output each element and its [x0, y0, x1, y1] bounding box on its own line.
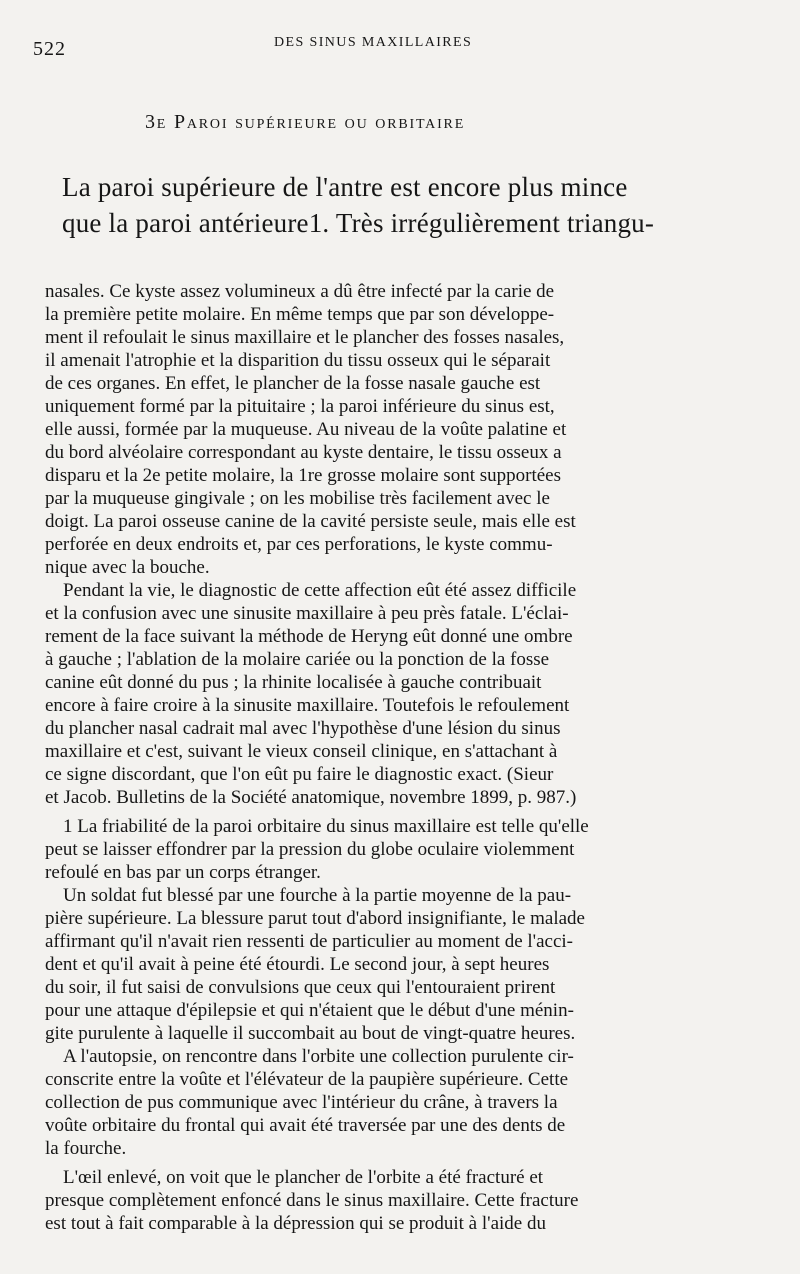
paragraph-2-line-2: et la confusion avec une sinusite maxillaire à peu près fatale. L'éclai-: [45, 603, 569, 624]
paragraph-2-line-3: rement de la face suivant la méthode de Heryng eût donné une ombre: [45, 626, 573, 647]
paragraph-1-line-4: il amenait l'atrophie et la disparition du tissu osseux qui le séparait: [45, 350, 551, 371]
section-heading-text: 3e Paroi supérieure ou orbitaire: [145, 111, 466, 133]
paragraph-1-line-13: nique avec la bouche.: [45, 557, 210, 578]
running-head: DES SINUS MAXILLAIRES: [274, 35, 473, 50]
paragraph-1-line-11: doigt. La paroi osseuse canine de la cavité persiste seule, mais elle est: [45, 511, 576, 532]
page-number: 522: [33, 38, 66, 60]
paragraph-1-line-8: du bord alvéolaire correspondant au kyste dentaire, le tissu osseux a: [45, 442, 562, 463]
paragraph-5-line-2: conscrite entre la voûte et l'élévateur de la paupière supérieure. Cette: [45, 1069, 569, 1090]
paragraph-2-line-1: Pendant la vie, le diagnostic de cette affection eût été assez difficile: [63, 580, 577, 601]
paragraph-5-line-5: la fourche.: [45, 1138, 127, 1159]
paragraph-6-line-1: L'œil enlevé, on voit que le plancher de l'orbite a été fracturé et: [63, 1167, 544, 1188]
paragraph-2-line-9: ce signe discordant, que l'on eût pu faire le diagnostic exact. (Sieur: [45, 764, 554, 785]
page-header: [33, 35, 766, 59]
paragraph-4-line-5: du soir, il fut saisi de convulsions que ceux qui l'entouraient prirent: [45, 977, 556, 998]
paragraph-4-line-2: pière supérieure. La blessure parut tout d'abord insignifiante, le malade: [45, 908, 585, 929]
paragraph-4-line-4: dent et qu'il avait à peine été étourdi. Le second jour, à sept heures: [45, 954, 550, 975]
paragraph-3-line-1: 1 La friabilité de la paroi orbitaire du sinus maxillaire est telle qu'elle: [63, 816, 589, 837]
paragraph-2-line-10: et Jacob. Bulletins de la Société anatomique, novembre 1899, p. 987.): [45, 787, 577, 808]
paragraph-2-line-7: du plancher nasal cadrait mal avec l'hypothèse d'une lésion du sinus: [45, 718, 561, 739]
paragraph-1-line-7: elle aussi, formée par la muqueuse. Au niveau de la voûte palatine et: [45, 419, 567, 440]
paragraph-5-line-1: A l'autopsie, on rencontre dans l'orbite une collection purulente cir-: [63, 1046, 574, 1067]
paragraph-1-line-10: par la muqueuse gingivale ; on les mobilise très facilement avec le: [45, 488, 550, 509]
paragraph-1-line-6: uniquement formé par la pituitaire ; la paroi inférieure du sinus est,: [45, 396, 555, 417]
paragraph-2-line-5: canine eût donné du pus ; la rhinite localisée à gauche contribuait: [45, 672, 542, 693]
paragraph-2-line-8: maxillaire et c'est, suivant le vieux conseil clinique, en s'attachant à: [45, 741, 558, 762]
paragraph-1-line-2: la première petite molaire. En même temps que par son développe-: [45, 304, 555, 325]
paragraph-1-line-1: nasales. Ce kyste assez volumineux a dû être infecté par la carie de: [45, 281, 555, 302]
paragraph-4-line-1: Un soldat fut blessé par une fourche à la partie moyenne de la pau-: [63, 885, 572, 906]
paragraph-1-line-12: perforée en deux endroits et, par ces perforations, le kyste commu-: [45, 534, 553, 555]
paragraph-4-line-3: affirmant qu'il n'avait rien ressenti de particulier au moment de l'acci-: [45, 931, 573, 952]
paragraph-4-line-6: pour une attaque d'épilepsie et qui n'étaient que le début d'une ménin-: [45, 1000, 574, 1021]
paragraph-1-line-3: ment il refoulait le sinus maxillaire et le plancher des fosses nasales,: [45, 327, 565, 348]
paragraph-1-line-5: de ces organes. En effet, le plancher de la fosse nasale gauche est: [45, 373, 541, 394]
paragraph-4-line-7: gite purulente à laquelle il succombait au bout de vingt-quatre heures.: [45, 1023, 576, 1044]
paragraph-1-line-9: disparu et la 2e petite molaire, la 1re grosse molaire sont supportées: [45, 465, 562, 486]
lead-line-2: que la paroi antérieure1. Très irrégulièrement triangu-: [62, 208, 655, 238]
footnote-block: [45, 280, 770, 1235]
section-heading: [145, 111, 665, 134]
paragraph-5-line-4: voûte orbitaire du frontal qui avait été traversée par une des dents de: [45, 1115, 566, 1136]
paragraph-3-line-2: peut se laisser effondrer par la pression du globe oculaire violemment: [45, 839, 575, 860]
paragraph-6-line-2: presque complètement enfoncé dans le sinus maxillaire. Cette fracture: [45, 1190, 579, 1211]
paragraph-6-line-3: est tout à fait comparable à la dépression qui se produit à l'aide du: [45, 1213, 546, 1234]
lead-paragraph: [62, 169, 790, 241]
paragraph-2-line-4: à gauche ; l'ablation de la molaire cariée ou la ponction de la fosse: [45, 649, 550, 670]
paragraph-5-line-3: collection de pus communique avec l'intérieur du crâne, à travers la: [45, 1092, 558, 1113]
paragraph-2-line-6: encore à faire croire à la sinusite maxillaire. Toutefois le refoulement: [45, 695, 570, 716]
lead-line-1: La paroi supérieure de l'antre est encore plus mince: [62, 172, 628, 202]
paragraph-3-line-3: refoulé en bas par un corps étranger.: [45, 862, 321, 883]
